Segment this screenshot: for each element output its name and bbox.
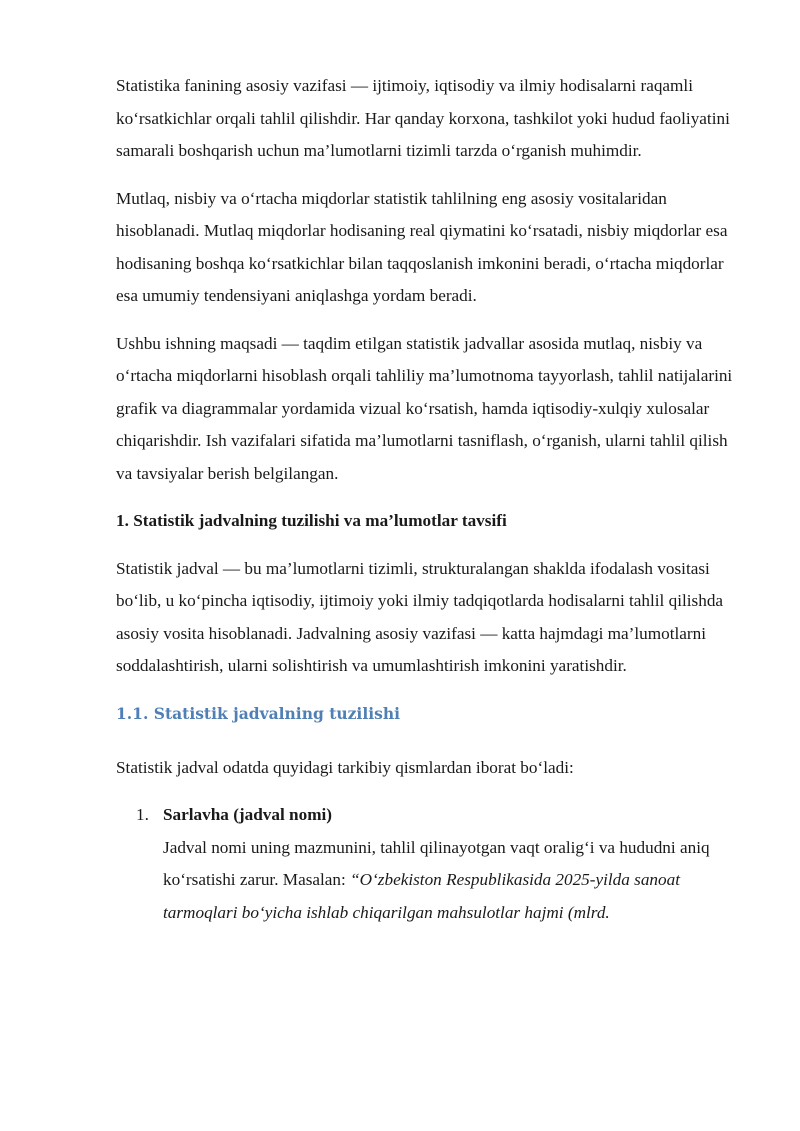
document-page (116, 70, 748, 929)
list-item (116, 799, 748, 929)
list-item-text: Jadval nomi uning mazmunini, tahlil qilinayotgan vaqt oralig‘i va hududni aniq ko‘rsatishi zarur. Masalan: (163, 837, 710, 889)
section-1-paragraph: Statistik jadval — bu ma’lumotlarni tizimli, strukturalangan shaklda ifodalash vositasi bo‘lib, u ko‘pincha iqtisodiy, ijtimoiy yoki ilmiy tadqiqotlarda hodisalarni tahlil qilishda asosiy vosita hisoblanadi. Jadvalning asosiy vazifasi — katta hajmdagi ma’lumotlarni soddalashtirish, ularni solishtirish va umumlashtirish imkonini yaratishdir. (116, 558, 724, 675)
list-item-body (163, 832, 748, 930)
intro-paragraph-3: Ushbu ishning maqsadi — taqdim etilgan statistik jadvallar asosida mutlaq, nisbiy va o‘rtacha miqdorlarni hisoblash orqali tahliliy ma’lumotnoma tayyorlash, tahlil natijalarini grafik va diagrammalar yordamida vizual ko‘rsatish, hamda iqtisodiy-xulqiy xulosalar chiqarishdir. Ish vazifalari sifatida ma’lumotlarni tasniflash, o‘rganish, ularni tahlil qilish va tavsiyalar berish belgilangan. (116, 333, 733, 483)
components-list (116, 799, 748, 929)
list-item-number: 1. (136, 805, 149, 824)
section-1-1-intro: Statistik jadval odatda quyidagi tarkibiy qismlardan iborat bo‘ladi: (116, 757, 574, 777)
intro-paragraph-2: Mutlaq, nisbiy va o‘rtacha miqdorlar statistik tahlilning eng asosiy vositalaridan hisoblanadi. Mutlaq miqdorlar hodisaning real qiymatini ko‘rsatadi, nisbiy miqdorlar esa hodisaning boshqa ko‘rsatkichlar bilan taqqoslanish imkonini beradi, o‘rtacha miqdorlar esa umumiy tendensiyani aniqlashga yordam beradi. (116, 188, 728, 305)
intro-paragraph-1: Statistika fanining asosiy vazifasi — ijtimoiy, iqtisodiy va ilmiy hodisalarni raqamli ko‘rsatkichlar orqali tahlil qilishdir. Har qanday korxona, tashkilot yoki hudud faoliyatini samarali boshqarish uchun ma’lumotlarni tizimli tarzda o‘rganish muhimdir. (116, 76, 730, 160)
list-item-title: Sarlavha (jadval nomi) (163, 805, 333, 824)
section-1-1-heading: 1.1. Statistik jadvalning tuzilishi (116, 703, 400, 723)
list-item-example: “O‘zbekiston Respublikasida 2025-yilda sanoat tarmoqlari bo‘yicha ishlab chiqarilgan mahsulotlar hajmi (mlrd. (163, 870, 680, 922)
section-1-heading: 1. Statistik jadvalning tuzilishi va ma’lumotlar tavsifi (116, 511, 507, 530)
